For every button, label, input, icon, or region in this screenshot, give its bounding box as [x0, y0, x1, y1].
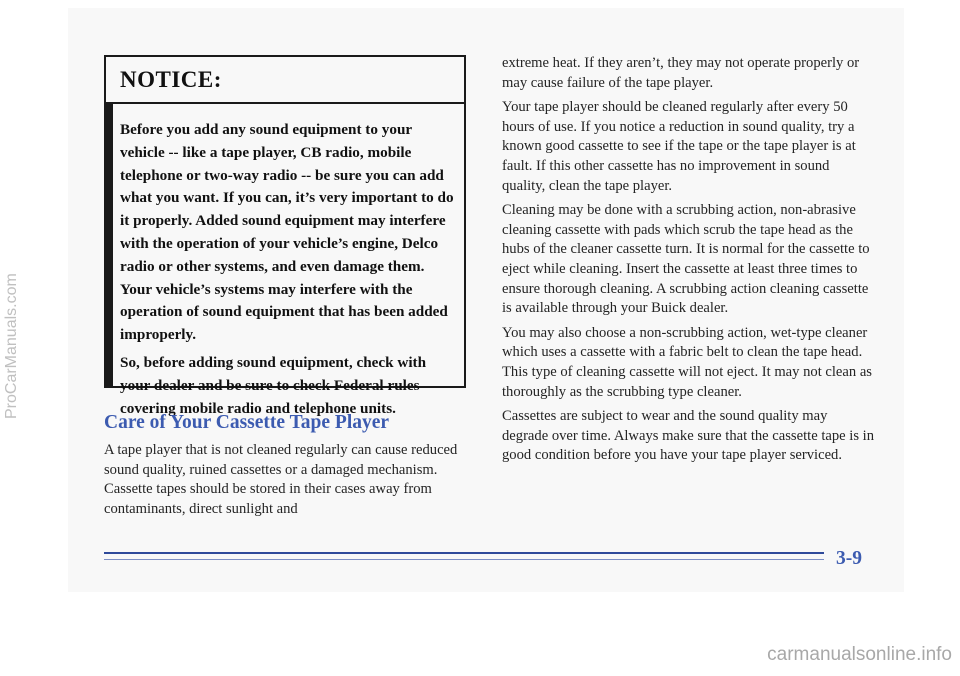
right-column	[502, 54, 874, 471]
notice-box	[104, 55, 466, 417]
page-number: 3-9	[836, 548, 862, 569]
side-watermark: ProCarManuals.com	[3, 273, 20, 419]
footer-watermark: carmanualsonline.info	[767, 644, 952, 665]
left-column-text	[104, 441, 466, 524]
body-paragraph: extreme heat. If they aren’t, they may not operate properly or may cause failure of the tape player.	[502, 55, 860, 91]
body-paragraph: You may also choose a non-scrubbing action, wet-type cleaner which uses a cassette with a fabric belt to clean the tape head. This type of cleaning cassette will not eject. It may not clean as thoroughly as the scrubbing type cleaner.	[502, 324, 872, 400]
notice-body	[106, 104, 464, 417]
notice-title: NOTICE:	[106, 57, 464, 104]
body-paragraph: Cassettes are subject to wear and the sound quality may degrade over time. Always make sure that the cassette tape is in good condition before you have your tape player serviced.	[502, 408, 875, 464]
notice-paragraph: So, before adding sound equipment, check with your dealer and be sure to check Federal rules covering mobile radio and telephone units.	[120, 353, 427, 417]
section-title: Care of Your Cassette Tape Player	[104, 412, 390, 433]
notice-paragraph: Before you add any sound equipment to your vehicle -- like a tape player, CB radio, mobile telephone or two-way radio -- be sure you can add what you want. If you can, it’s very important to do it properly. Added sound equipment may interfere with the operation of your vehicle’s engine, Delco radio or other systems, and even damage them. Your vehicle’s systems may interfere with the operation of sound equipment that has been added improperly.	[120, 121, 454, 344]
footer-rule	[104, 552, 824, 554]
footer-rule-thin	[104, 559, 824, 560]
body-paragraph: Cleaning may be done with a scrubbing action, non-abrasive cleaning cassette with pads which scrub the tape head as the hubs of the cleaner cassette turn. It is normal for the cassette to eject while cleaning. Insert the cassette at least three times to ensure thorough cleaning. A scrubbing action cleaning cassette is available through your Buick dealer.	[502, 202, 870, 317]
body-paragraph: Your tape player should be cleaned regularly after every 50 hours of use. If you notice a reduction in sound quality, try a known good cassette to see if the tape or the tape player is at fault. If this other cassette has no improvement in sound quality, clean the tape player.	[502, 99, 856, 194]
body-paragraph: A tape player that is not cleaned regularly can cause reduced sound quality, ruined cassettes or a damaged mechanism. Cassette tapes should be stored in their cases away from contaminants, direct sunlight and	[104, 442, 458, 517]
